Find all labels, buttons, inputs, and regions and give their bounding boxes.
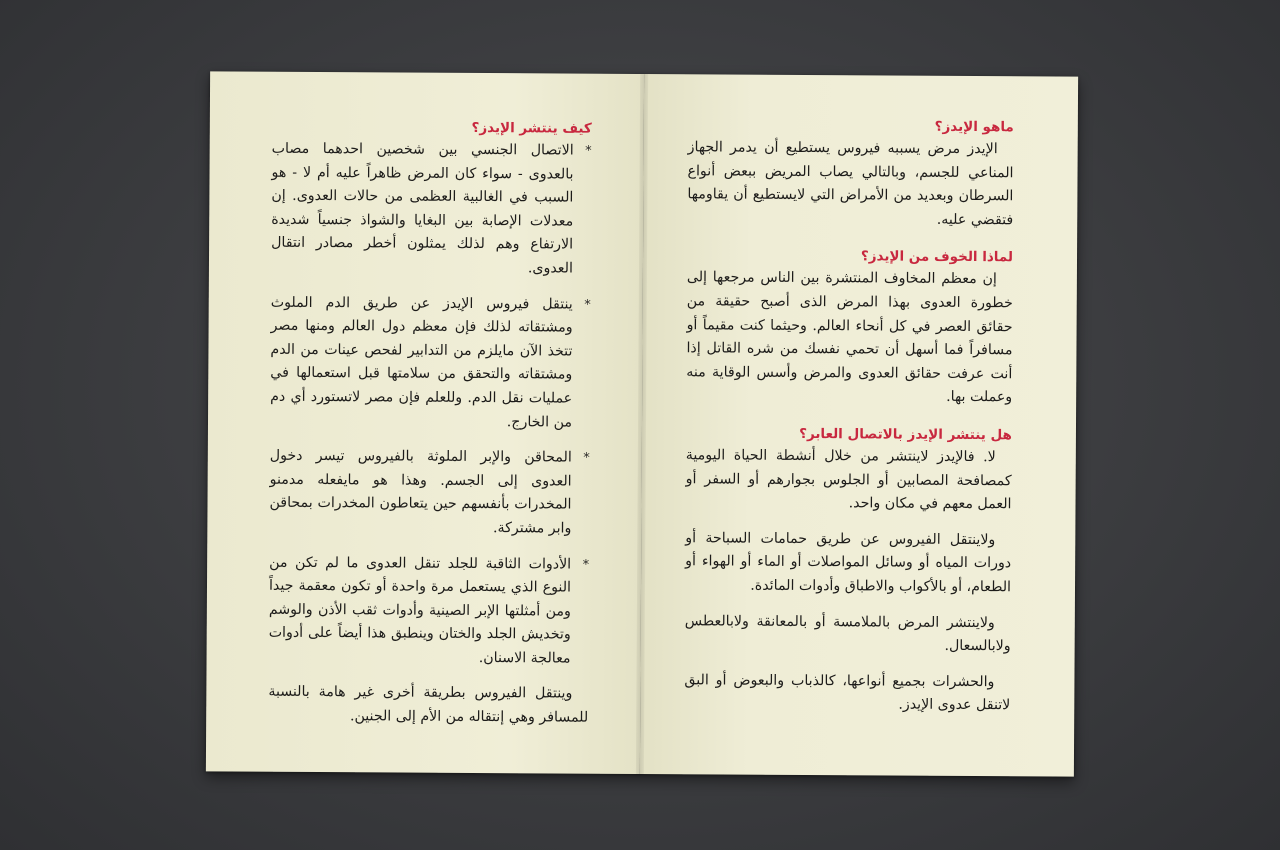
section-why-fear [686,245,1013,411]
bullet-marker: * [585,143,592,159]
section-what-is-aids [687,114,1014,232]
bullet-item [270,291,591,435]
heading-why-fear: لماذا الخوف من الإيدز؟ [860,248,1014,266]
bullet-item [268,551,589,671]
left-page-text [268,116,592,743]
right-page-text [684,114,1014,732]
paragraph: لا. فالإيدز لاينتشر من خلال أنشطة الحياة اليومية كمصافحة المصابين أو الجلوس بجوارهم أو السفر أو العمل معهم في مكان واحد. [685,447,1012,513]
heading-casual-contact: هل ينتشر الإيدز بالاتصال العابر؟ [799,425,1012,444]
paragraph: ولاينتشر المرض بالملامسة أو بالمعانقة ولابالعطس ولابالسعال. [684,612,1011,655]
bullet-text: المحاقن والإبر الملوثة بالفيروس تيسر دخول العدوى إلى الجسم. وهذا هو مايفعله مدمنو المخدرات بأنفسهم حين يتعاطون المخدرات بمحاقن وابر مشتركة. [269,447,572,537]
bullet-text: ينتقل فيروس الإيدز عن طريق الدم الملوث ومشتقاته لذلك فإن معظم دول العالم ومنها مصر تتخذ الآن مايلزم من التدابير لفحص عينات من الدم ومشتقاته والتحقق من سلامتها قبل استعمالها في عمليات نقل الدم. وللعلم فإن مصر لاتستورد أي دم من الخارج. [270,294,573,431]
heading-how-spread: كيف ينتشر الإيدز؟ [471,119,592,137]
section-casual-contact [684,422,1012,718]
heading-what-is-aids: ماهو الإيدز؟ [934,118,1014,136]
closing-paragraph: وينتقل الفيروس بطريقة أخرى غير هامة بالنسبة للمسافر وهي إنتقاله من الأم إلى الجنين. [268,684,589,726]
bullet-item [269,445,590,541]
bullet-marker: * [584,297,591,313]
bullet-marker: * [583,450,590,466]
bullet-marker: * [582,557,590,573]
paragraph: الإيدز مرض يسببه فيروس يستطيع أن يدمر الجهاز المناعي للجسم، وبالتالي يصاب المريض ببعض أنواع السرطان وبعديد من الأمراض التي لايستطيع أن يقاومها فتقضي عليه. [687,139,1014,229]
paragraph: ولاينتقل الفيروس عن طريق حمامات السباحة أو دورات المياه أو وسائل المواصلات أو الماء أو الهواء أو الطعام، أو بالأكواب والاطباق وأدوات المائدة. [685,529,1012,596]
paragraph: إن معظم المخاوف المنتشرة بين الناس مرجعها إلى خطورة العدوى بهذا المرض الذى أصبح حقيقة من حقائق العصر في كل أنحاء العالم. وحيثما كنت مقيماً أو مسافراً فما أسهل أن تحمي نفسك من شره القاتل إذا أنت عرفت حقائق العدوى والمرض وأسس الوقاية منه وعملت بها. [686,269,1013,406]
bullet-text: الاتصال الجنسي بين شخصين احدهما مصاب بالعدوى - سواء كان المرض ظاهراً عليه أم لا - هو السبب في الغالبية العظمى من حالات العدوى. إن معدلات الإصابة بين البغايا والشواذ جنسياً شديدة الارتفاع وهم لذلك يمثلون أخطر مصادر انتقال العدوى. [271,140,574,277]
open-booklet [206,71,1078,776]
bullet-text: الأدوات الثاقبة للجلد تنقل العدوى ما لم تكن من النوع الذي يستعمل مرة واحدة أو تكون معقمة جيداً ومن أمثلتها الإبر الصينية وأدوات ثقب الأذن والوشم وتخديش الجلد والختان وينطبق هذا أيضاً على أدوات معالجة الاسنان. [268,554,572,667]
bullet-item [271,138,592,282]
paragraph: والحشرات بجميع أنواعها، كالذباب والبعوض أو البق لاتنقل عدوى الإيدز. [684,671,1011,714]
